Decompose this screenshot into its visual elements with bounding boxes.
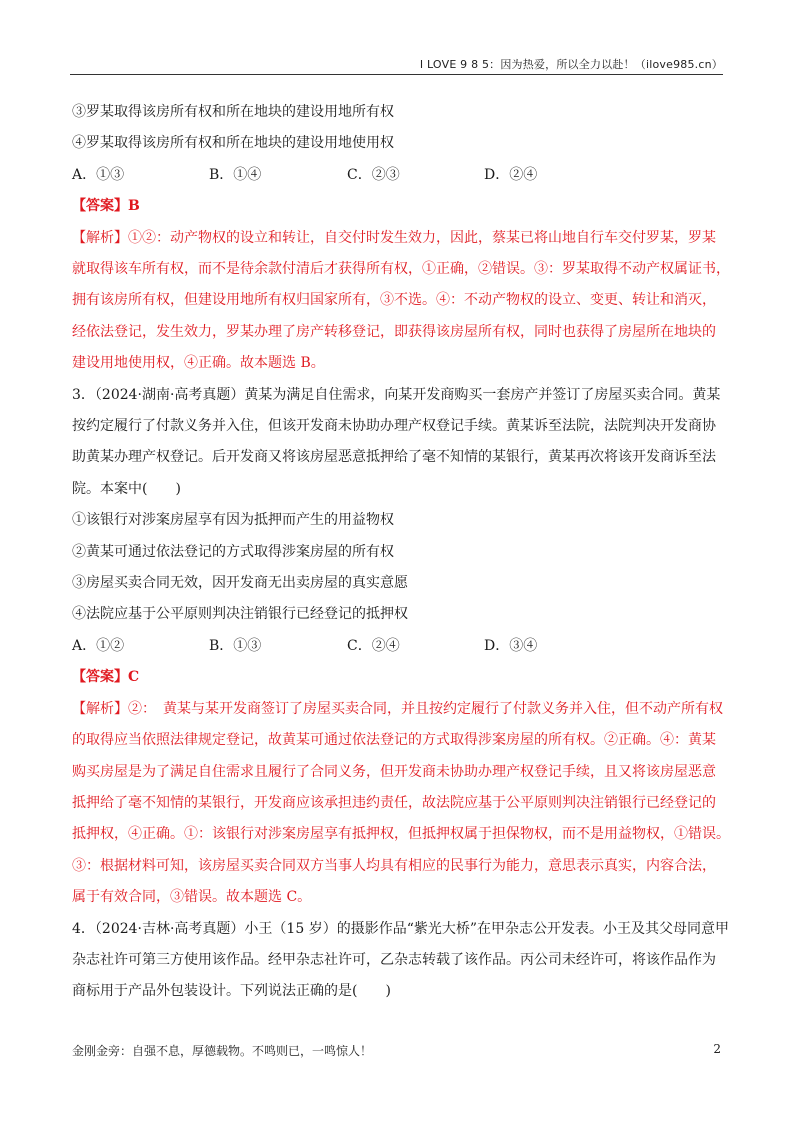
q2-analysis-line: 【解析】①②：动产物权的设立和转让，自交付时发生效力，因此，蔡某已将山地自行车交付罗某，罗某 — [72, 229, 716, 246]
header-divider — [70, 74, 723, 75]
q3-analysis-line: 抵押给了毫不知情的某银行，开发商应该承担违约责任，故法院应基于公平原则判决注销银行已经登记的 — [72, 794, 716, 811]
q3-item-2: ②黄某可通过依法登记的方式取得涉案房屋的所有权 — [72, 543, 394, 560]
q2-analysis-line: 拥有该房所有权，但建设用地所有权归国家所有，③不选。④：不动产物权的设立、变更、转让和消灭， — [72, 292, 716, 309]
page-number: 2 — [713, 1042, 721, 1056]
q3-analysis-line: ③：根据材料可知，该房屋买卖合同双方当事人均具有相应的民事行为能力，意思表示真实，内容合法， — [72, 857, 716, 874]
q3-options — [72, 631, 722, 662]
q2-item-4: ④罗某取得该房所有权和所在地块的建设用地使用权 — [72, 135, 394, 152]
q3-item-1: ①该银行对涉案房屋享有因为抵押而产生的用益物权 — [72, 512, 394, 529]
q2-options — [72, 160, 722, 191]
q4-stem-line: 4．（2024·吉林·高考真题）小王（15 岁）的摄影作品“紫光大桥”在甲杂志公开发表。小王及其父母同意甲 — [72, 920, 730, 937]
q2-option-b: B．①④ — [209, 166, 262, 183]
q3-stem-line: 院。本案中( ) — [72, 480, 181, 497]
q3-analysis-line: 抵押权，④正确。①：该银行对涉案房屋享有抵押权，但抵押权属于担保物权，而不是用益物权，①错误。 — [72, 826, 730, 843]
q3-stem-line: 助黄某办理产权登记。后开发商又将该房屋恶意抵押给了毫不知情的某银行，黄某再次将该开发商诉至法 — [72, 449, 716, 466]
q2-analysis-line: 就取得该车所有权，而不是待余款付清后才获得所有权，①正确，②错误。③：罗某取得不动产权属证书， — [72, 261, 730, 278]
q3-item-4: ④法院应基于公平原则判决注销银行已经登记的抵押权 — [72, 606, 408, 623]
q3-analysis-line: 属于有效合同，③错误。故本题选 C。 — [72, 889, 312, 906]
q2-analysis-line: 建设用地使用权，④正确。故本题选 B。 — [72, 355, 325, 372]
q2-answer: 【答案】B — [72, 198, 140, 215]
q4-stem-line: 商标用于产品外包装设计。下列说法正确的是( ) — [72, 983, 391, 1000]
q3-option-a: A．①② — [72, 637, 125, 654]
q2-option-c: C．②③ — [347, 166, 400, 183]
q2-option-a: A．①③ — [72, 166, 125, 183]
q3-analysis-line: 购买房屋是为了满足自住需求且履行了合同义务，但开发商未协助办理产权登记手续，且又将该房屋恶意 — [72, 763, 716, 780]
q3-option-d: D．③④ — [484, 637, 538, 654]
q3-stem-line: 3．（2024·湖南·高考真题）黄某为满足自住需求，向某开发商购买一套房产并签订了房屋买卖合同。黄某 — [72, 386, 721, 403]
q2-analysis-line: 经依法登记，发生效力，罗某办理了房产转移登记，即获得该房屋所有权，同时也获得了房屋所在地块的 — [72, 323, 716, 340]
q4-stem-line: 杂志社许可第三方使用该作品。经甲杂志社许可，乙杂志转载了该作品。丙公司未经许可，将该作品作为 — [72, 951, 716, 968]
q3-answer: 【答案】C — [72, 669, 140, 686]
page-header: I LOVE 9 8 5：因为热爱，所以全力以赴！（ilove985.cn） — [419, 58, 723, 71]
footer-motto: 金刚金旁：自强不息，厚德载物。不鸣则已，一鸣惊人！ — [72, 1044, 373, 1058]
q3-option-b: B．①③ — [209, 637, 262, 654]
q3-stem-line: 按约定履行了付款义务并入住，但该开发商未协助办理产权登记手续。黄某诉至法院，法院判决开发商协 — [72, 418, 716, 435]
page-content — [72, 97, 730, 1008]
q3-item-3: ③房屋买卖合同无效，因开发商无出卖房屋的真实意愿 — [72, 575, 408, 592]
q3-analysis-line: 的取得应当依照法律规定登记，故黄某可通过依法登记的方式取得涉案房屋的所有权。②正确。④：黄某 — [72, 732, 716, 749]
q3-analysis-line: 【解析】②： 黄某与某开发商签订了房屋买卖合同，并且按约定履行了付款义务并入住，但不动产所有权 — [72, 700, 723, 717]
q2-item-3: ③罗某取得该房所有权和所在地块的建设用地所有权 — [72, 104, 394, 120]
q3-option-c: C．②④ — [347, 637, 400, 654]
q2-option-d: D．②④ — [484, 166, 538, 183]
